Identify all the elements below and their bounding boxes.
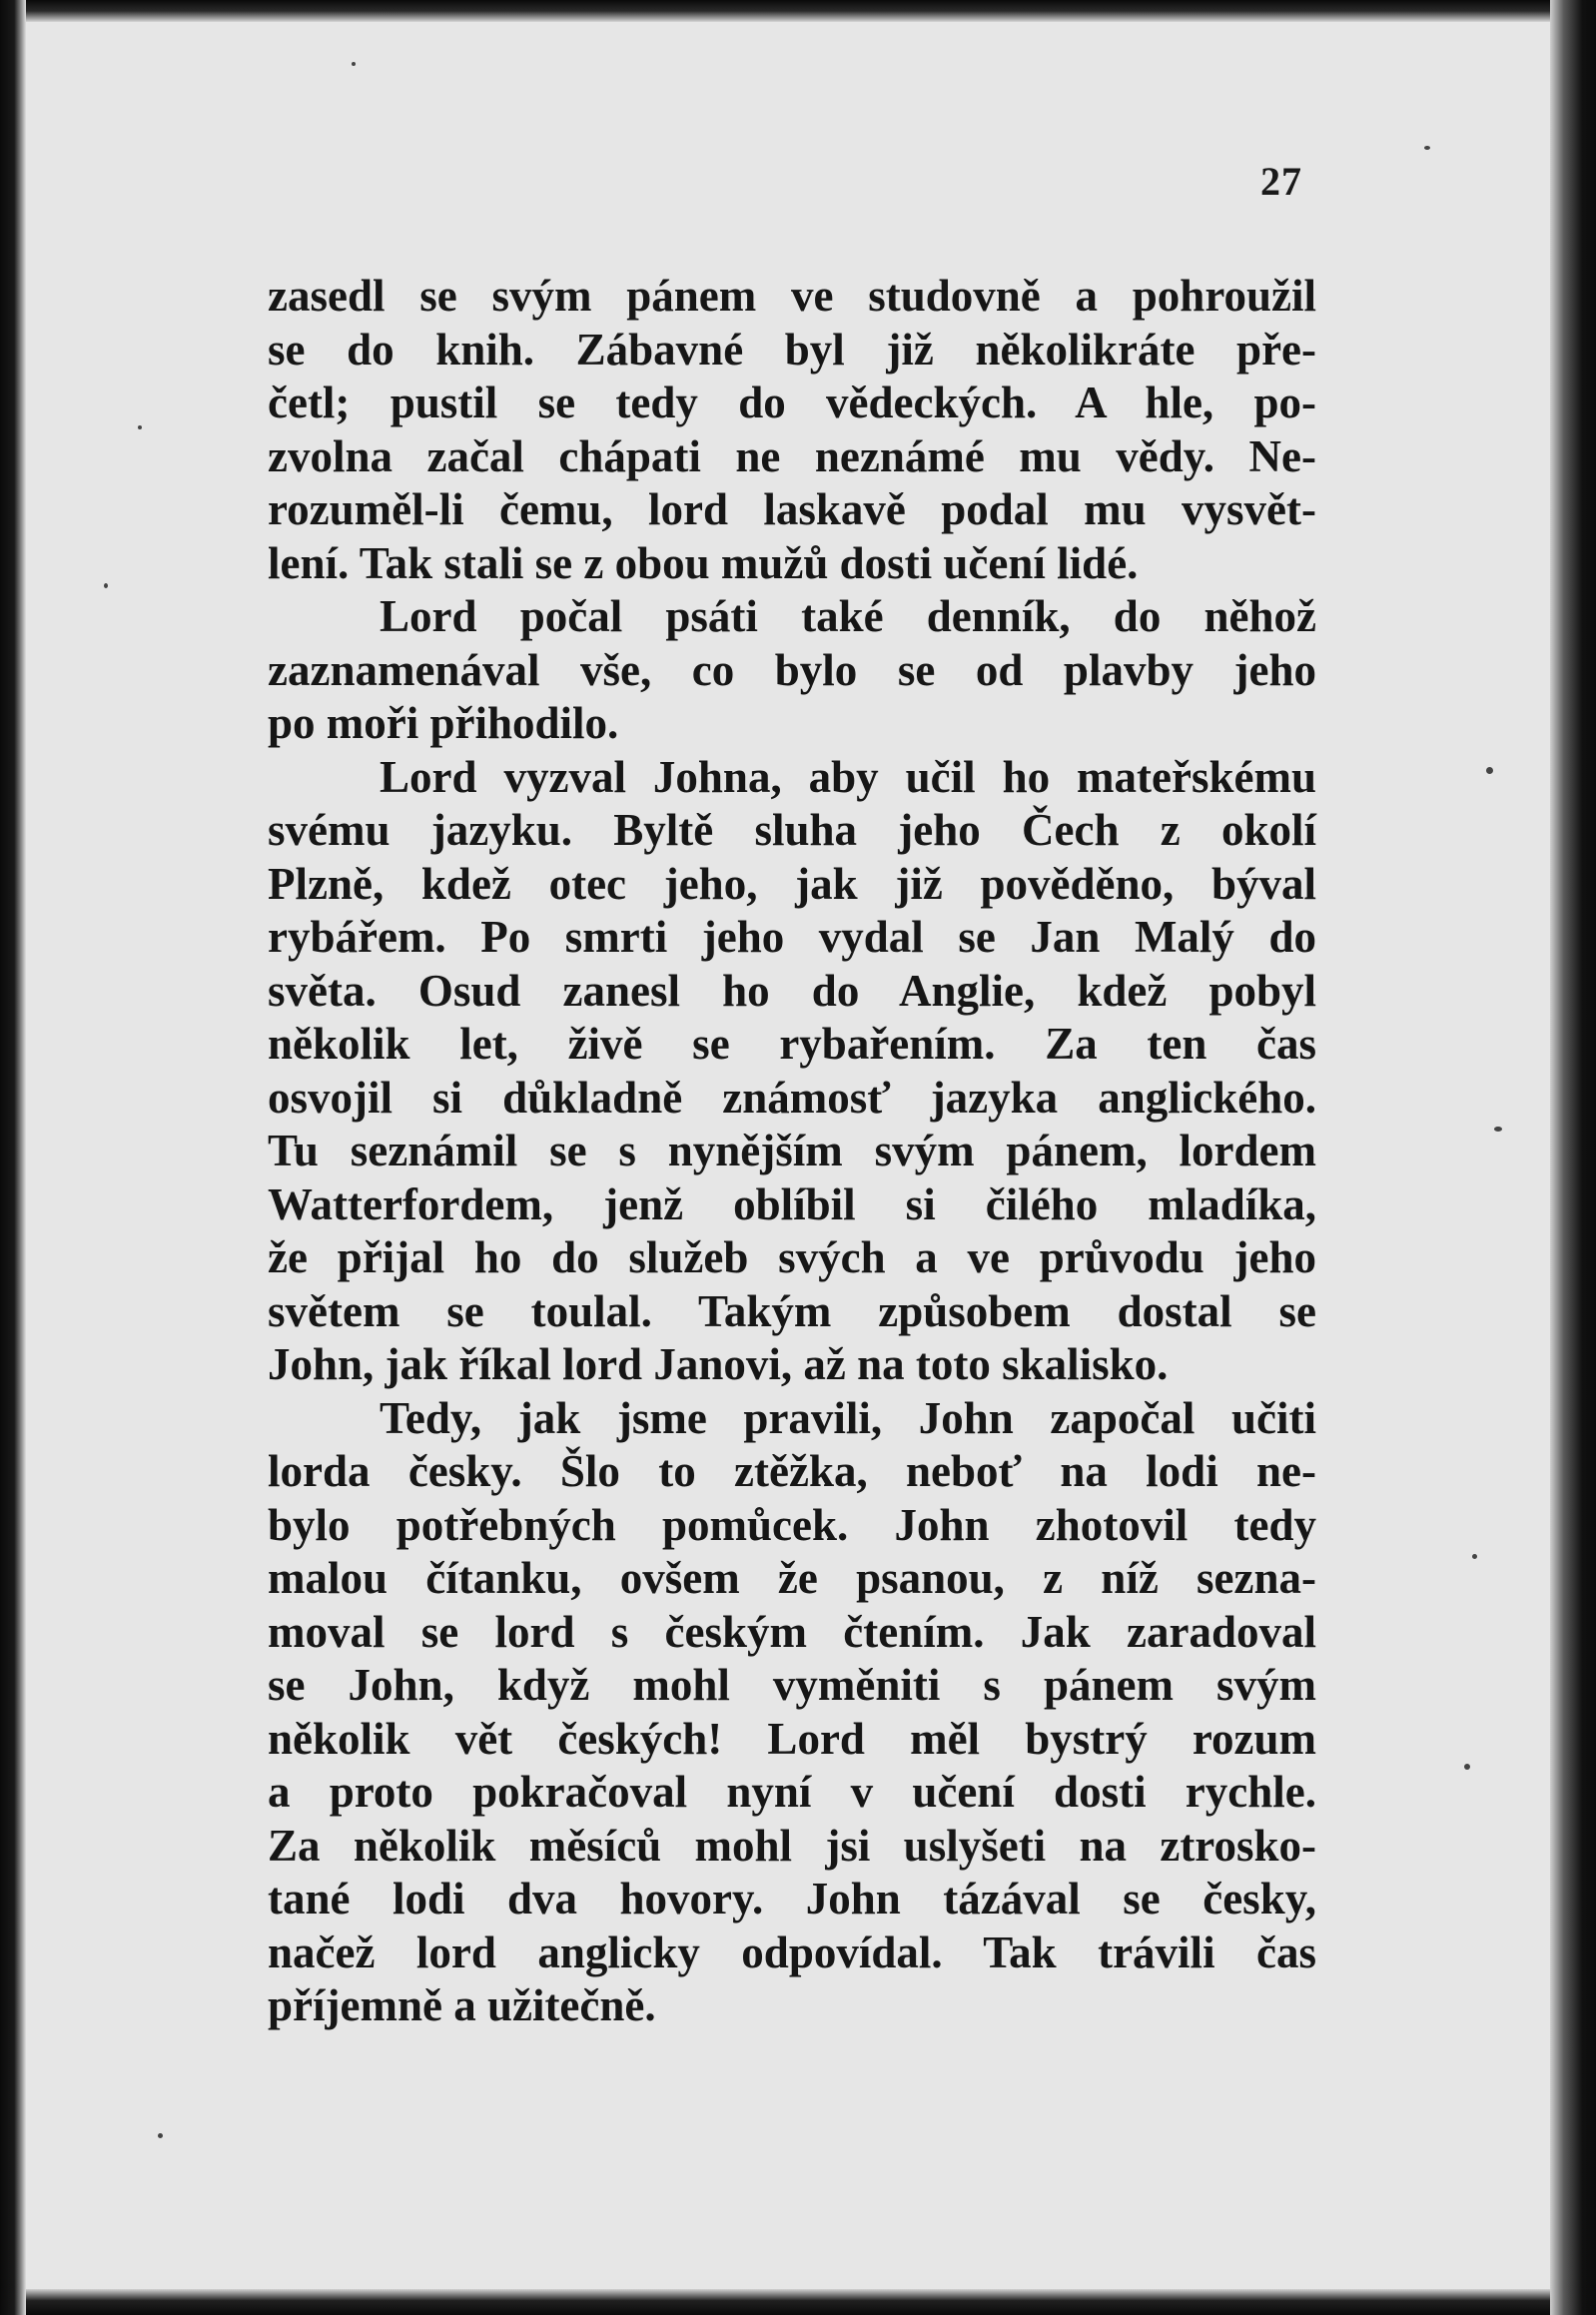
text-line: se do knih. Zábavné byl již několikráte pře-	[268, 324, 1316, 375]
scan-edge-right	[1550, 0, 1596, 2315]
text-line: moval se lord s českým čtením. Jak zaradoval	[268, 1606, 1316, 1657]
body-text	[268, 270, 1316, 2033]
scan-speck	[104, 583, 108, 588]
scan-speck	[1472, 1554, 1477, 1559]
text-line: lorda česky. Šlo to ztěžka, neboť na lodi ne-	[268, 1446, 1316, 1496]
scan-edge-left	[0, 0, 26, 2315]
text-line: četl; pustil se tedy do vědeckých. A hle, po-	[268, 378, 1316, 427]
text-line: po moři přihodilo.	[268, 698, 619, 748]
text-line: Plzně, kdež otec jeho, jak již pověděno, býval	[268, 858, 1316, 909]
text-line: rybářem. Po smrti jeho vydal se Jan Malý do	[268, 912, 1316, 962]
text-line: Za několik měsíců mohl jsi uslyšeti na ztrosko-	[268, 1820, 1316, 1871]
text-line: rozuměl-li čemu, lord laskavě podal mu vysvět-	[268, 484, 1316, 534]
scan-edge-bottom	[0, 2289, 1596, 2315]
text-line: načež lord anglicky odpovídal. Tak trávili čas	[268, 1927, 1316, 1977]
scan-speck	[1424, 146, 1430, 150]
text-line: Watterfordem, jenž oblíbil si čilého mladíka,	[268, 1178, 1316, 1229]
text-line: zvolna začal chápati ne neznámé mu vědy. Ne-	[268, 430, 1316, 481]
text-line: se John, když mohl vyměniti s pánem svým	[268, 1660, 1316, 1710]
page-number: 27	[1260, 159, 1302, 204]
text-line: Lord počal psáti také denník, do něhož	[380, 591, 1316, 641]
text-line: malou čítanku, ovšem že psanou, z níž sezna-	[268, 1553, 1316, 1603]
text-line: tané lodi dva hovory. John tázával se česky,	[268, 1874, 1316, 1924]
scan-speck	[1464, 1764, 1470, 1770]
text-line: několik let, živě se rybařením. Za ten čas	[268, 1019, 1316, 1069]
text-line: světem se toulal. Takým způsobem dostal se	[268, 1285, 1316, 1336]
scan-speck	[158, 2133, 163, 2138]
scan-speck	[1486, 767, 1493, 774]
text-line: že přijal ho do služeb svých a ve průvodu jeho	[268, 1232, 1316, 1282]
text-line: a proto pokračoval nyní v učení dosti rychle.	[268, 1767, 1316, 1817]
text-line: bylo potřebných pomůcek. John zhotovil tedy	[268, 1499, 1316, 1550]
text-line: zasedl se svým pánem ve studovně a pohroužil	[268, 271, 1316, 321]
text-line: příjemně a užitečně.	[268, 1980, 656, 2030]
text-line: lení. Tak stali se z obou mužů dosti učení lidé.	[268, 537, 1139, 588]
text-line: Tu seznámil se s nynějším svým pánem, lordem	[268, 1126, 1316, 1175]
text-line: několik vět českých! Lord měl bystrý rozum	[268, 1713, 1316, 1764]
scan-speck	[352, 62, 356, 66]
text-line: John, jak říkal lord Janovi, až na toto skalisko.	[268, 1339, 1169, 1389]
text-line: Lord vyzval Johna, aby učil ho mateřskému	[380, 751, 1316, 802]
text-line: světa. Osud zanesl ho do Anglie, kdež pobyl	[268, 965, 1316, 1016]
text-line: svému jazyku. Byltě sluha jeho Čech z okolí	[268, 805, 1316, 855]
scan-speck	[138, 425, 142, 429]
text-line: Tedy, jak jsme pravili, John započal učiti	[380, 1392, 1316, 1443]
text-line: zaznamenával vše, co bylo se od plavby jeho	[268, 644, 1316, 695]
scan-edge-top	[0, 0, 1596, 22]
scan-speck	[1494, 1127, 1502, 1132]
text-line: osvojil si důkladně známosť jazyka anglického.	[268, 1072, 1316, 1123]
